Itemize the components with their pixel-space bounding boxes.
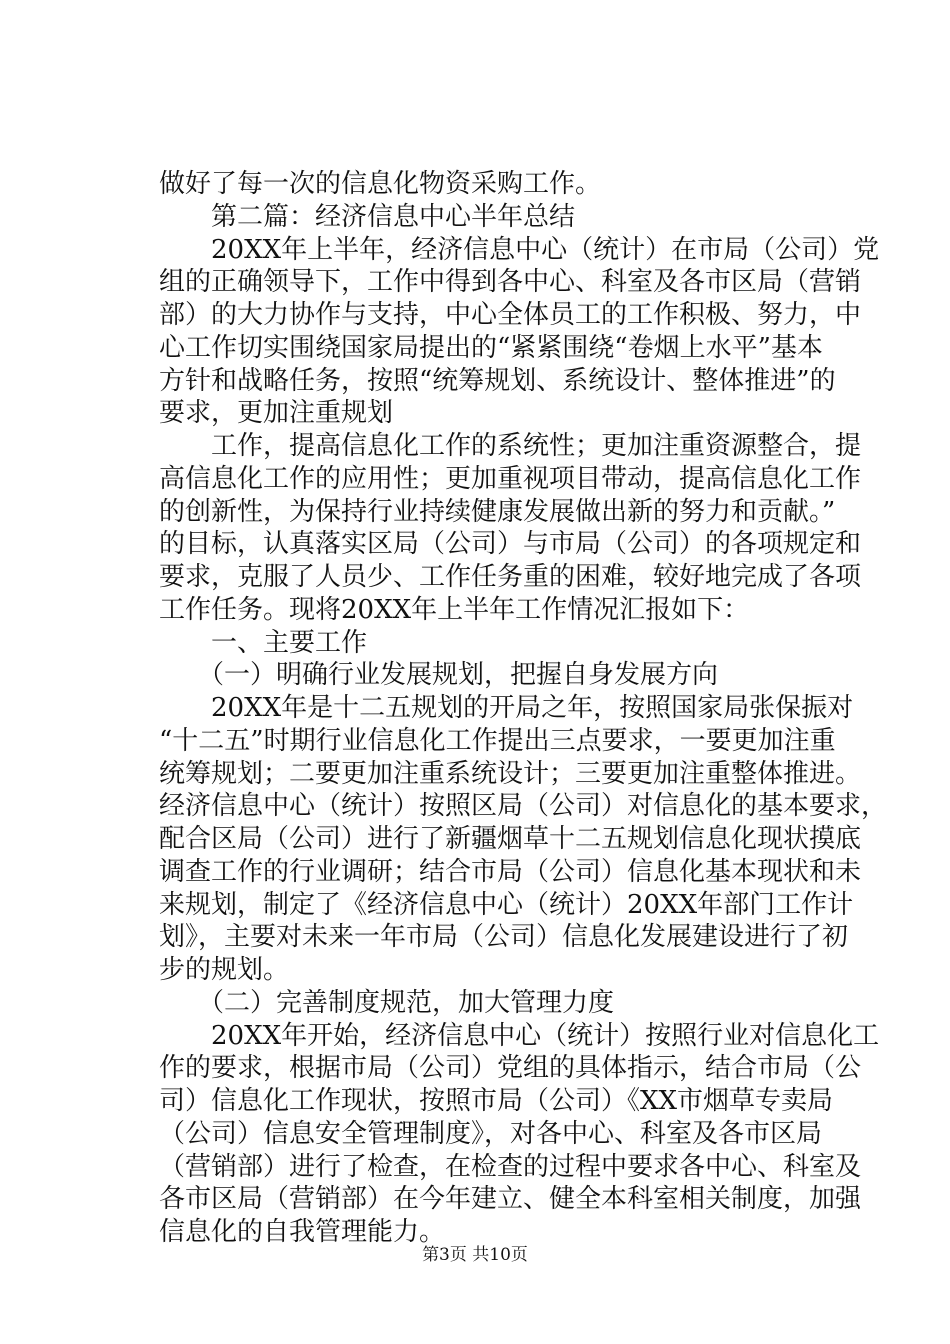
body-text-line: 部）的大力协作与支持，中心全体员工的工作积极、努力，中 [159, 300, 862, 330]
body-text-line: 经济信息中心（统计）按照区局（公司）对信息化的基本要求， [159, 791, 888, 821]
body-text-line: 工作任务。现将20XX年上半年工作情况汇报如下： [159, 595, 750, 625]
body-text-line: 要求，更加注重规划 [159, 398, 394, 428]
body-text-line: 作的要求，根据市局（公司）党组的具体指示，结合市局（公 [159, 1053, 862, 1083]
body-text-line: 的创新性，为保持行业持续健康发展做出新的努力和贡献。” [159, 497, 836, 527]
body-text-line: 调查工作的行业调研；结合市局（公司）信息化基本现状和未 [159, 857, 862, 887]
subsection-heading: （二）完善制度规范，加大管理力度 [159, 988, 615, 1018]
body-text-line: 工作，提高信息化工作的系统性；更加注重资源整合，提 [159, 431, 862, 461]
body-text-line: （营销部）进行了检查，在检查的过程中要求各中心、科室及 [159, 1152, 862, 1182]
body-text-line: 的目标，认真落实区局（公司）与市局（公司）的各项规定和 [159, 529, 862, 559]
body-text-line: 要求，克服了人员少、工作任务重的困难，较好地完成了各项 [159, 562, 862, 592]
body-text-line: 统筹规划；二要更加注重系统设计；三要更加注重整体推进。 [159, 759, 862, 789]
body-text-line: 心工作切实围绕国家局提出的“紧紧围绕“卷烟上水平”基本 [159, 333, 823, 363]
body-text-line: 各市区局（营销部）在今年建立、健全本科室相关制度，加强 [159, 1184, 862, 1214]
body-text-line: “十二五”时期行业信息化工作提出三点要求，一要更加注重 [159, 726, 836, 756]
body-text-line: 组的正确领导下，工作中得到各中心、科室及各市区局（营销 [159, 267, 862, 297]
body-text-line: 20XX年是十二五规划的开局之年，按照国家局张保振对 [159, 693, 854, 723]
body-text-line: （公司）信息安全管理制度》，对各中心、科室及各市区局 [159, 1119, 823, 1149]
body-text-line: 高信息化工作的应用性；更加重视项目带动，提高信息化工作 [159, 464, 862, 494]
section-heading: 一、主要工作 [159, 628, 368, 658]
body-text-line: 司）信息化工作现状，按照市局（公司）《XX市烟草专卖局 [159, 1086, 834, 1116]
body-text-line: 配合区局（公司）进行了新疆烟草十二五规划信息化现状摸底 [159, 824, 862, 854]
body-text-line: 20XX年开始，经济信息中心（统计）按照行业对信息化工 [159, 1021, 880, 1051]
subsection-heading: （一）明确行业发展规划，把握自身发展方向 [159, 660, 719, 690]
body-text-line: 信息化的自我管理能力。 [159, 1217, 446, 1247]
page-footer: 第3页 共10页 [422, 1245, 528, 1265]
body-text-line: 做好了每一次的信息化物资采购工作。 [159, 169, 602, 199]
body-text-line: 来规划，制定了《经济信息中心（统计）20XX年部门工作计 [159, 890, 854, 920]
body-text-line: 方针和战略任务，按照“统筹规划、系统设计、整体推进”的 [159, 366, 836, 396]
body-text-line: 20XX年上半年，经济信息中心（统计）在市局（公司）党 [159, 235, 880, 265]
body-text-line: 划》，主要对未来一年市局（公司）信息化发展建设进行了初 [159, 922, 849, 952]
section-heading: 第二篇：经济信息中心半年总结 [159, 202, 576, 232]
body-text-line: 步的规划。 [159, 955, 290, 985]
